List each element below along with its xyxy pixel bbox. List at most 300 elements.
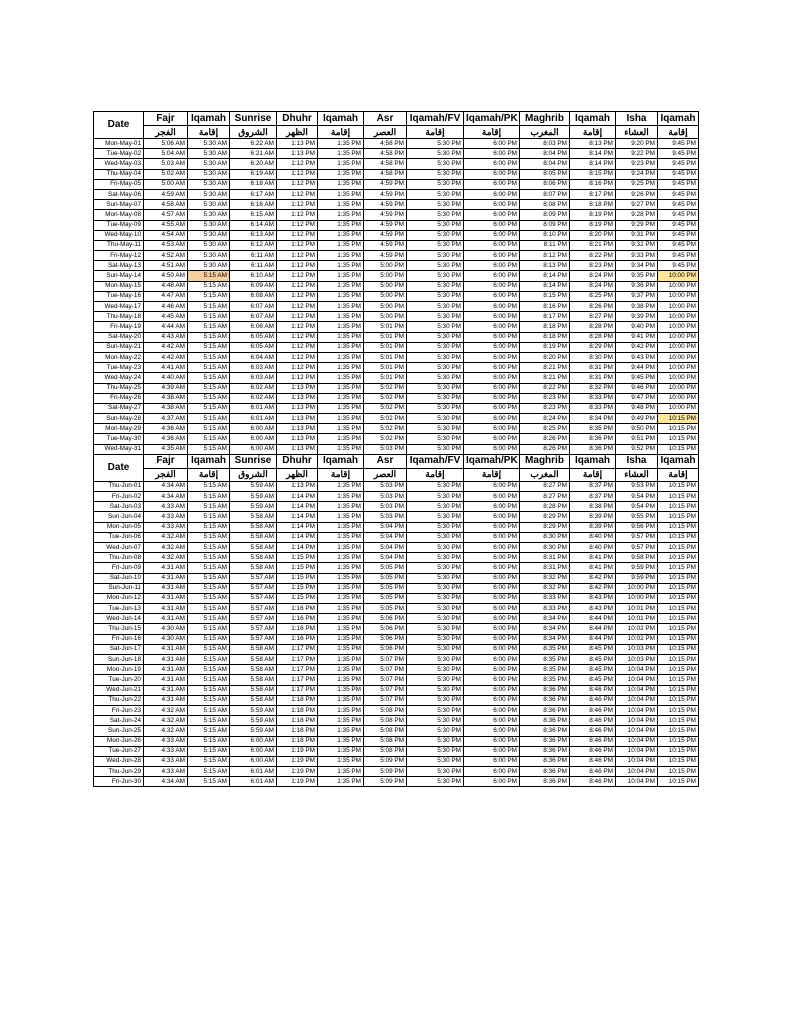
cell-fajr-iqamah: 5:15 AM: [188, 665, 230, 675]
table-row: [94, 481, 699, 491]
cell-date: Fri-Jun-09: [94, 563, 144, 573]
cell-asr: 4:58 PM: [364, 169, 407, 179]
cell-dhuhr-iqamah: 1:35 PM: [318, 777, 364, 787]
cell-isha-iqamah: 10:15 PM: [658, 726, 699, 736]
cell-fajr-iqamah: 5:15 AM: [188, 705, 230, 715]
cell-asr: 5:05 PM: [364, 593, 407, 603]
cell-fajr-iqamah: 5:15 AM: [188, 512, 230, 522]
cell-fajr: 4:33 AM: [144, 746, 188, 756]
cell-asr: 4:58 PM: [364, 159, 407, 169]
cell-asr: 5:00 PM: [364, 261, 407, 271]
cell-dhuhr-iqamah: 1:35 PM: [318, 373, 364, 383]
cell-asr-iqamah-pk: 6:00 PM: [464, 332, 520, 342]
cell-fajr-iqamah: 5:30 AM: [188, 149, 230, 159]
cell-asr-iqamah-pk: 6:00 PM: [464, 159, 520, 169]
cell-maghrib-iqamah: 8:15 PM: [570, 169, 616, 179]
cell-fajr-iqamah: 5:15 AM: [188, 695, 230, 705]
cell-fajr-iqamah: 5:15 AM: [188, 756, 230, 766]
cell-isha-iqamah: 10:15 PM: [658, 634, 699, 644]
cell-dhuhr: 1:12 PM: [277, 200, 318, 210]
cell-maghrib: 8:36 PM: [520, 685, 570, 695]
cell-asr-iqamah-pk: 6:00 PM: [464, 434, 520, 444]
cell-dhuhr: 1:18 PM: [277, 705, 318, 715]
cell-asr: 5:07 PM: [364, 655, 407, 665]
cell-fajr: 4:53 AM: [144, 240, 188, 250]
cell-dhuhr-iqamah: 1:35 PM: [318, 573, 364, 583]
cell-asr-iqamah-fv: 5:30 PM: [407, 352, 464, 362]
cell-fajr: 4:30 AM: [144, 624, 188, 634]
cell-asr: 5:07 PM: [364, 695, 407, 705]
cell-fajr-iqamah: 5:15 AM: [188, 373, 230, 383]
cell-maghrib: 8:15 PM: [520, 291, 570, 301]
cell-fajr-iqamah: 5:15 AM: [188, 624, 230, 634]
cell-dhuhr-iqamah: 1:35 PM: [318, 624, 364, 634]
cell-fajr-iqamah: 5:15 AM: [188, 414, 230, 424]
table-row: [94, 593, 699, 603]
cell-asr: 5:02 PM: [364, 403, 407, 413]
cell-date: Tue-Jun-06: [94, 532, 144, 542]
cell-dhuhr-iqamah: 1:35 PM: [318, 169, 364, 179]
cell-asr-iqamah-fv: 5:30 PM: [407, 251, 464, 261]
cell-date: Fri-Jun-23: [94, 705, 144, 715]
cell-asr: 5:07 PM: [364, 685, 407, 695]
cell-asr-iqamah-pk: 6:00 PM: [464, 593, 520, 603]
cell-asr-iqamah-pk: 6:00 PM: [464, 532, 520, 542]
cell-dhuhr: 1:14 PM: [277, 502, 318, 512]
cell-asr-iqamah-pk: 6:00 PM: [464, 271, 520, 281]
cell-isha-iqamah: 9:45 PM: [658, 149, 699, 159]
cell-asr-iqamah-pk: 6:00 PM: [464, 363, 520, 373]
cell-isha-iqamah: 10:00 PM: [658, 403, 699, 413]
cell-dhuhr-iqamah: 1:35 PM: [318, 139, 364, 149]
cell-sunrise: 5:57 AM: [230, 634, 277, 644]
cell-dhuhr: 1:16 PM: [277, 624, 318, 634]
cell-sunrise: 6:21 AM: [230, 149, 277, 159]
cell-sunrise: 5:58 AM: [230, 665, 277, 675]
cell-dhuhr: 1:16 PM: [277, 634, 318, 644]
table-row: [94, 644, 699, 654]
cell-isha: 10:04 PM: [616, 756, 658, 766]
cell-asr-iqamah-pk: 6:00 PM: [464, 139, 520, 149]
cell-isha-iqamah: 10:00 PM: [658, 291, 699, 301]
cell-dhuhr: 1:15 PM: [277, 563, 318, 573]
cell-sunrise: 5:59 AM: [230, 716, 277, 726]
column-header-fajr: Fajr: [144, 454, 188, 468]
cell-asr-iqamah-pk: 6:00 PM: [464, 655, 520, 665]
cell-fajr-iqamah: 5:15 AM: [188, 614, 230, 624]
cell-asr: 5:04 PM: [364, 553, 407, 563]
table-row: [94, 756, 699, 766]
cell-dhuhr-iqamah: 1:35 PM: [318, 189, 364, 199]
cell-maghrib-iqamah: 8:19 PM: [570, 220, 616, 230]
table-row: [94, 777, 699, 787]
cell-isha-iqamah: 10:00 PM: [658, 332, 699, 342]
cell-date: Fri-May-19: [94, 322, 144, 332]
table-row: [94, 414, 699, 424]
cell-maghrib-iqamah: 8:46 PM: [570, 746, 616, 756]
cell-fajr-iqamah: 5:15 AM: [188, 393, 230, 403]
cell-isha: 9:26 PM: [616, 189, 658, 199]
cell-asr: 5:08 PM: [364, 705, 407, 715]
cell-sunrise: 6:02 AM: [230, 383, 277, 393]
cell-maghrib-iqamah: 8:23 PM: [570, 261, 616, 271]
cell-maghrib: 8:06 PM: [520, 179, 570, 189]
table-row: [94, 685, 699, 695]
cell-maghrib: 8:09 PM: [520, 210, 570, 220]
cell-maghrib: 8:31 PM: [520, 563, 570, 573]
cell-asr-iqamah-fv: 5:30 PM: [407, 261, 464, 271]
cell-date: Thu-May-25: [94, 383, 144, 393]
cell-isha-iqamah: 9:45 PM: [658, 189, 699, 199]
cell-date: Fri-Jun-16: [94, 634, 144, 644]
cell-fajr-iqamah: 5:30 AM: [188, 159, 230, 169]
cell-dhuhr-iqamah: 1:35 PM: [318, 685, 364, 695]
cell-dhuhr-iqamah: 1:35 PM: [318, 512, 364, 522]
cell-fajr-iqamah: 5:15 AM: [188, 563, 230, 573]
cell-maghrib: 8:35 PM: [520, 665, 570, 675]
cell-fajr: 5:04 AM: [144, 149, 188, 159]
cell-maghrib-iqamah: 8:40 PM: [570, 542, 616, 552]
cell-asr-iqamah-fv: 5:30 PM: [407, 271, 464, 281]
cell-isha-iqamah: 10:15 PM: [658, 573, 699, 583]
cell-isha: 10:04 PM: [616, 726, 658, 736]
cell-maghrib: 8:18 PM: [520, 332, 570, 342]
cell-dhuhr: 1:12 PM: [277, 322, 318, 332]
cell-isha-iqamah: 9:45 PM: [658, 169, 699, 179]
cell-date: Tue-May-23: [94, 363, 144, 373]
cell-asr-iqamah-pk: 6:00 PM: [464, 685, 520, 695]
cell-asr-iqamah-fv: 5:30 PM: [407, 655, 464, 665]
cell-dhuhr-iqamah: 1:35 PM: [318, 271, 364, 281]
table-row: [94, 444, 699, 454]
cell-dhuhr: 1:13 PM: [277, 403, 318, 413]
cell-dhuhr-iqamah: 1:35 PM: [318, 644, 364, 654]
cell-sunrise: 6:01 AM: [230, 767, 277, 777]
cell-asr-iqamah-pk: 6:00 PM: [464, 644, 520, 654]
cell-isha: 9:50 PM: [616, 424, 658, 434]
cell-sunrise: 6:01 AM: [230, 777, 277, 787]
arabic-header-sunrise: الشروق: [230, 126, 277, 139]
cell-dhuhr-iqamah: 1:35 PM: [318, 332, 364, 342]
cell-asr-iqamah-fv: 5:30 PM: [407, 542, 464, 552]
table-row: [94, 383, 699, 393]
cell-isha: 9:25 PM: [616, 179, 658, 189]
table-row: [94, 542, 699, 552]
cell-asr: 5:07 PM: [364, 665, 407, 675]
cell-isha: 9:58 PM: [616, 553, 658, 563]
table-row: [94, 746, 699, 756]
table-row: [94, 695, 699, 705]
cell-isha: 9:31 PM: [616, 230, 658, 240]
cell-fajr: 4:39 AM: [144, 383, 188, 393]
cell-asr: 5:02 PM: [364, 424, 407, 434]
table-row: [94, 512, 699, 522]
cell-sunrise: 6:05 AM: [230, 342, 277, 352]
cell-dhuhr: 1:15 PM: [277, 583, 318, 593]
cell-isha-iqamah: 10:15 PM: [658, 614, 699, 624]
cell-sunrise: 6:08 AM: [230, 291, 277, 301]
table-row: [94, 736, 699, 746]
cell-asr-iqamah-fv: 5:30 PM: [407, 777, 464, 787]
arabic-header-sunrise: الشروق: [230, 468, 277, 481]
cell-sunrise: 6:00 AM: [230, 756, 277, 766]
cell-dhuhr: 1:17 PM: [277, 675, 318, 685]
cell-fajr-iqamah: 5:30 AM: [188, 200, 230, 210]
cell-maghrib: 8:16 PM: [520, 302, 570, 312]
cell-dhuhr: 1:14 PM: [277, 532, 318, 542]
cell-asr: 4:59 PM: [364, 230, 407, 240]
cell-asr-iqamah-pk: 6:00 PM: [464, 179, 520, 189]
cell-fajr: 4:42 AM: [144, 352, 188, 362]
arabic-header-isha: العشاء: [616, 468, 658, 481]
cell-asr-iqamah-fv: 5:30 PM: [407, 675, 464, 685]
cell-dhuhr: 1:13 PM: [277, 481, 318, 491]
cell-maghrib: 8:33 PM: [520, 604, 570, 614]
table-row: [94, 200, 699, 210]
cell-asr-iqamah-fv: 5:30 PM: [407, 403, 464, 413]
cell-dhuhr: 1:12 PM: [277, 342, 318, 352]
cell-maghrib: 8:29 PM: [520, 522, 570, 532]
cell-maghrib: 8:32 PM: [520, 583, 570, 593]
cell-asr-iqamah-fv: 5:30 PM: [407, 179, 464, 189]
cell-sunrise: 5:58 AM: [230, 695, 277, 705]
cell-date: Tue-May-02: [94, 149, 144, 159]
cell-sunrise: 5:58 AM: [230, 685, 277, 695]
cell-dhuhr: 1:12 PM: [277, 352, 318, 362]
cell-fajr-iqamah: 5:15 AM: [188, 685, 230, 695]
cell-asr-iqamah-pk: 6:00 PM: [464, 210, 520, 220]
cell-dhuhr-iqamah: 1:35 PM: [318, 655, 364, 665]
table-row: [94, 705, 699, 715]
cell-isha: 10:04 PM: [616, 695, 658, 705]
cell-asr-iqamah-fv: 5:30 PM: [407, 342, 464, 352]
table-row: [94, 312, 699, 322]
table-row: [94, 532, 699, 542]
cell-fajr-iqamah: 5:15 AM: [188, 302, 230, 312]
cell-dhuhr-iqamah: 1:35 PM: [318, 726, 364, 736]
table-row: [94, 281, 699, 291]
cell-date: Sun-Jun-11: [94, 583, 144, 593]
cell-asr-iqamah-pk: 6:00 PM: [464, 777, 520, 787]
cell-maghrib-iqamah: 8:40 PM: [570, 532, 616, 542]
cell-asr: 5:08 PM: [364, 736, 407, 746]
column-header-dhuhr: Dhuhr: [277, 112, 318, 126]
cell-date: Fri-Jun-30: [94, 777, 144, 787]
cell-asr: 5:09 PM: [364, 777, 407, 787]
cell-dhuhr: 1:19 PM: [277, 767, 318, 777]
cell-asr: 5:01 PM: [364, 342, 407, 352]
arabic-header-maghrib: المغرب: [520, 468, 570, 481]
cell-fajr-iqamah: 5:15 AM: [188, 532, 230, 542]
cell-fajr: 4:31 AM: [144, 583, 188, 593]
cell-date: Tue-Jun-13: [94, 604, 144, 614]
cell-sunrise: 6:03 AM: [230, 373, 277, 383]
cell-dhuhr: 1:13 PM: [277, 139, 318, 149]
cell-asr-iqamah-pk: 6:00 PM: [464, 634, 520, 644]
cell-fajr-iqamah: 5:15 AM: [188, 736, 230, 746]
cell-date: Sun-May-21: [94, 342, 144, 352]
cell-dhuhr-iqamah: 1:35 PM: [318, 149, 364, 159]
cell-asr-iqamah-fv: 5:30 PM: [407, 383, 464, 393]
cell-dhuhr-iqamah: 1:35 PM: [318, 593, 364, 603]
cell-maghrib: 8:08 PM: [520, 200, 570, 210]
cell-date: Fri-Jun-02: [94, 492, 144, 502]
table-row: [94, 322, 699, 332]
cell-dhuhr-iqamah: 1:35 PM: [318, 522, 364, 532]
cell-maghrib-iqamah: 8:46 PM: [570, 705, 616, 715]
cell-dhuhr: 1:13 PM: [277, 393, 318, 403]
cell-fajr: 4:36 AM: [144, 424, 188, 434]
cell-dhuhr: 1:12 PM: [277, 251, 318, 261]
cell-isha: 9:54 PM: [616, 492, 658, 502]
cell-asr-iqamah-pk: 6:00 PM: [464, 444, 520, 454]
cell-dhuhr: 1:18 PM: [277, 726, 318, 736]
arabic-header-isha-iqamah: إقامة: [658, 468, 699, 481]
cell-isha-iqamah: 10:15 PM: [658, 685, 699, 695]
cell-maghrib: 8:36 PM: [520, 726, 570, 736]
cell-date: Sat-Jun-10: [94, 573, 144, 583]
column-header-asr: Asr: [364, 454, 407, 468]
column-header-fajr-iqamah: Iqamah: [188, 112, 230, 126]
cell-asr-iqamah-fv: 5:30 PM: [407, 665, 464, 675]
cell-maghrib-iqamah: 8:46 PM: [570, 767, 616, 777]
cell-fajr: 4:33 AM: [144, 522, 188, 532]
cell-maghrib-iqamah: 8:45 PM: [570, 675, 616, 685]
cell-isha-iqamah: 10:15 PM: [658, 593, 699, 603]
cell-maghrib: 8:27 PM: [520, 492, 570, 502]
cell-asr-iqamah-pk: 6:00 PM: [464, 624, 520, 634]
column-header-isha-iqamah: Iqamah: [658, 454, 699, 468]
cell-dhuhr: 1:17 PM: [277, 685, 318, 695]
cell-maghrib: 8:36 PM: [520, 716, 570, 726]
cell-maghrib: 8:26 PM: [520, 444, 570, 454]
cell-fajr: 4:31 AM: [144, 655, 188, 665]
cell-fajr-iqamah: 5:15 AM: [188, 363, 230, 373]
cell-dhuhr-iqamah: 1:35 PM: [318, 200, 364, 210]
cell-dhuhr-iqamah: 1:35 PM: [318, 403, 364, 413]
cell-asr-iqamah-pk: 6:00 PM: [464, 675, 520, 685]
cell-sunrise: 6:16 AM: [230, 200, 277, 210]
cell-isha: 9:24 PM: [616, 169, 658, 179]
cell-date: Tue-Jun-20: [94, 675, 144, 685]
cell-dhuhr-iqamah: 1:35 PM: [318, 665, 364, 675]
cell-fajr-iqamah: 5:15 AM: [188, 726, 230, 736]
cell-date: Thu-Jun-29: [94, 767, 144, 777]
cell-fajr: 4:54 AM: [144, 230, 188, 240]
cell-fajr-iqamah: 5:30 AM: [188, 169, 230, 179]
arabic-header-asr: العصر: [364, 468, 407, 481]
cell-isha-iqamah: 9:45 PM: [658, 251, 699, 261]
table-row: [94, 179, 699, 189]
table-row: [94, 502, 699, 512]
cell-dhuhr-iqamah: 1:35 PM: [318, 614, 364, 624]
cell-asr: 5:09 PM: [364, 756, 407, 766]
cell-fajr-iqamah: 5:15 AM: [188, 322, 230, 332]
cell-asr-iqamah-fv: 5:30 PM: [407, 322, 464, 332]
cell-asr-iqamah-fv: 5:30 PM: [407, 512, 464, 522]
cell-fajr-iqamah: 5:15 AM: [188, 634, 230, 644]
cell-sunrise: 6:02 AM: [230, 393, 277, 403]
table-row: [94, 563, 699, 573]
cell-fajr-iqamah: 5:15 AM: [188, 644, 230, 654]
cell-fajr: 4:31 AM: [144, 644, 188, 654]
cell-isha-iqamah: 10:00 PM: [658, 373, 699, 383]
cell-asr-iqamah-pk: 6:00 PM: [464, 614, 520, 624]
cell-sunrise: 5:57 AM: [230, 593, 277, 603]
cell-asr: 5:00 PM: [364, 281, 407, 291]
cell-dhuhr: 1:18 PM: [277, 695, 318, 705]
cell-dhuhr-iqamah: 1:35 PM: [318, 481, 364, 491]
cell-dhuhr-iqamah: 1:35 PM: [318, 695, 364, 705]
cell-asr-iqamah-pk: 6:00 PM: [464, 302, 520, 312]
cell-sunrise: 6:04 AM: [230, 352, 277, 362]
cell-isha: 9:39 PM: [616, 312, 658, 322]
cell-maghrib-iqamah: 8:37 PM: [570, 481, 616, 491]
cell-maghrib-iqamah: 8:31 PM: [570, 363, 616, 373]
cell-dhuhr-iqamah: 1:35 PM: [318, 414, 364, 424]
table-row: [94, 159, 699, 169]
cell-dhuhr: 1:12 PM: [277, 189, 318, 199]
cell-dhuhr-iqamah: 1:35 PM: [318, 604, 364, 614]
cell-fajr: 4:33 AM: [144, 502, 188, 512]
table-row: [94, 373, 699, 383]
cell-asr-iqamah-pk: 6:00 PM: [464, 665, 520, 675]
cell-asr: 5:05 PM: [364, 573, 407, 583]
cell-date: Sat-Jun-17: [94, 644, 144, 654]
cell-asr-iqamah-pk: 6:00 PM: [464, 403, 520, 413]
column-header-dhuhr: Dhuhr: [277, 454, 318, 468]
table-row: [94, 169, 699, 179]
cell-dhuhr-iqamah: 1:35 PM: [318, 302, 364, 312]
cell-asr-iqamah-pk: 6:00 PM: [464, 149, 520, 159]
cell-isha: 10:00 PM: [616, 593, 658, 603]
cell-date: Mon-Jun-19: [94, 665, 144, 675]
cell-fajr-iqamah: 5:15 AM: [188, 542, 230, 552]
cell-fajr: 4:46 AM: [144, 302, 188, 312]
cell-isha-iqamah: 10:00 PM: [658, 302, 699, 312]
cell-asr: 5:03 PM: [364, 502, 407, 512]
cell-dhuhr-iqamah: 1:35 PM: [318, 220, 364, 230]
cell-maghrib: 8:30 PM: [520, 532, 570, 542]
cell-date: Mon-May-01: [94, 139, 144, 149]
cell-fajr: 4:31 AM: [144, 695, 188, 705]
cell-fajr: 4:50 AM: [144, 271, 188, 281]
cell-isha-iqamah: 10:15 PM: [658, 414, 699, 424]
table-row: [94, 614, 699, 624]
cell-fajr: 4:31 AM: [144, 675, 188, 685]
arabic-header-row: [94, 126, 699, 139]
cell-isha: 10:04 PM: [616, 777, 658, 787]
cell-dhuhr: 1:12 PM: [277, 179, 318, 189]
cell-asr: 5:01 PM: [364, 322, 407, 332]
cell-maghrib: 8:35 PM: [520, 675, 570, 685]
cell-fajr-iqamah: 5:30 AM: [188, 179, 230, 189]
cell-isha: 9:49 PM: [616, 414, 658, 424]
header-row: [94, 454, 699, 468]
cell-asr: 5:03 PM: [364, 481, 407, 491]
cell-dhuhr-iqamah: 1:35 PM: [318, 492, 364, 502]
cell-isha-iqamah: 10:00 PM: [658, 271, 699, 281]
cell-date: Sun-Jun-25: [94, 726, 144, 736]
cell-isha-iqamah: 10:15 PM: [658, 655, 699, 665]
column-header-dhuhr-iqamah: Iqamah: [318, 454, 364, 468]
table-row: [94, 624, 699, 634]
cell-dhuhr: 1:13 PM: [277, 149, 318, 159]
cell-dhuhr-iqamah: 1:35 PM: [318, 563, 364, 573]
cell-dhuhr: 1:12 PM: [277, 169, 318, 179]
cell-sunrise: 5:58 AM: [230, 522, 277, 532]
cell-sunrise: 5:58 AM: [230, 644, 277, 654]
